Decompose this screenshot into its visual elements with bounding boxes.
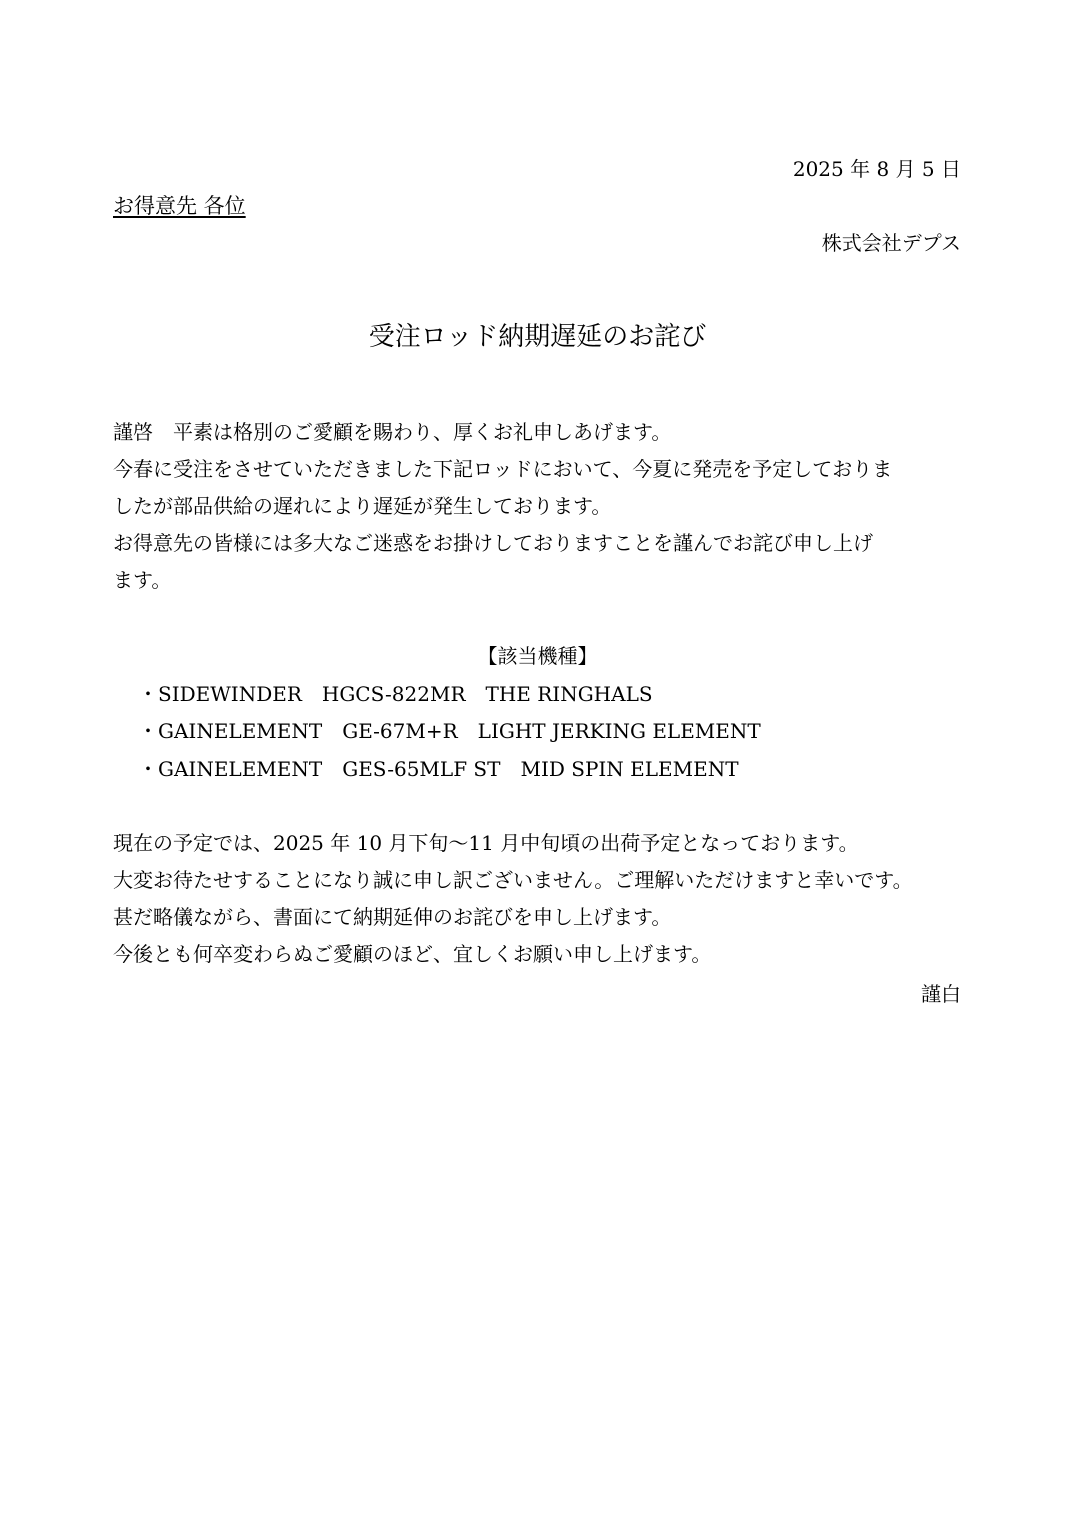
model-item: ・GAINELEMENT GES-65MLF ST MID SPIN ELEMENT [138,757,739,781]
letter-title: 受注ロッド納期遅延のお詫び [368,322,707,352]
model-item: ・GAINELEMENT GE-67M+R LIGHT JERKING ELEMENT [138,719,761,743]
paragraph-line: 現在の予定では、2025 年 10 月下旬～11 月中旬頃の出荷予定となっております。 [113,831,859,855]
paragraph-line: 今後とも何卒変わらぬご愛顧のほど、宜しくお願い申し上げます。 [113,942,712,966]
model-item: ・SIDEWINDER HGCS-822MR THE RINGHALS [138,682,653,706]
paragraph-line: 謹啓 平素は格別のご愛顧を賜わり、厚くお礼申しあげます。 [113,420,672,444]
addressee: お得意先 各位 [113,194,246,218]
paragraph-line: ます。 [113,568,172,592]
letter-date: 2025 年 8 月 5 日 [792,157,961,181]
paragraph-line: お得意先の皆様には多大なご迷惑をお掛けしておりますことを謹んでお詫び申し上げ [113,531,873,555]
sender-company: 株式会社デプス [821,231,961,255]
paragraph-line: したが部品供給の遅れにより遅延が発生しております。 [113,494,612,518]
paragraph-line: 甚だ略儀ながら、書面にて納期延伸のお詫びを申し上げます。 [113,905,672,929]
sign-off: 謹白 [921,982,961,1006]
models-heading: 【該当機種】 [477,644,598,668]
paragraph-line: 大変お待たせすることになり誠に申し訳ございません。ご理解いただけますと幸いです。 [113,868,913,892]
paragraph-line: 今春に受注をさせていただきました下記ロッドにおいて、今夏に発売を予定しておりま [113,457,893,481]
